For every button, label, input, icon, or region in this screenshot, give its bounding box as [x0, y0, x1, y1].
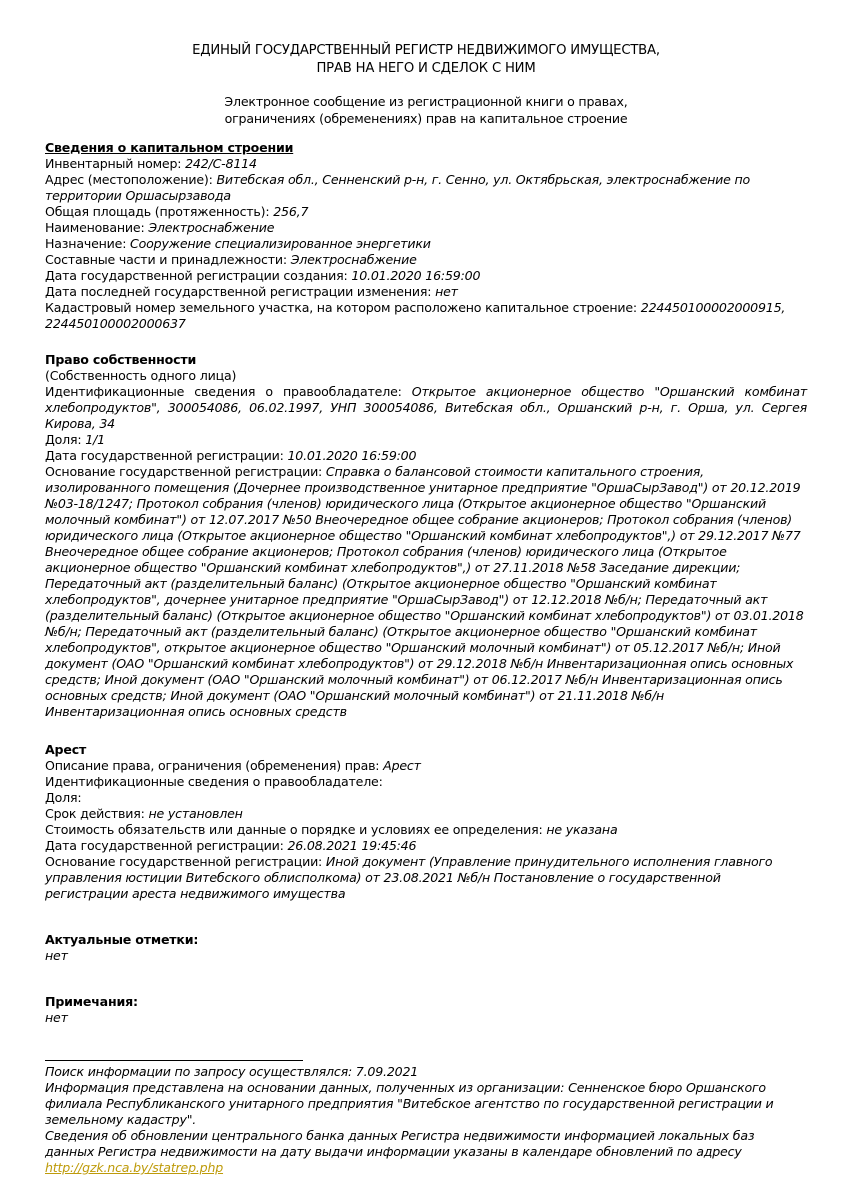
field-value: 224450100002000915, 224450100002000637 — [45, 300, 786, 331]
field-label: Назначение: — [45, 236, 127, 251]
field-value: Электроснабжение — [290, 252, 417, 267]
section-heading-arrest: Арест — [45, 742, 87, 757]
section-heading-current-marks: Актуальные отметки: — [45, 932, 199, 947]
field-line-purpose — [45, 236, 807, 252]
field-line-change-date — [45, 284, 807, 300]
field-line-total-area — [45, 204, 807, 220]
section-arrest — [45, 742, 807, 902]
field-value: нет — [435, 284, 458, 299]
field-value: Иной документ (Управление принудительного исполнения главного управления юстиции Витебского облисполкома) от 23.08.2021 №б/н Постановление о государственной регистрации ареста недвижимого имущества — [45, 854, 773, 901]
field-line-address — [45, 172, 807, 204]
field-value: 26.08.2021 19:45:46 — [287, 838, 417, 853]
current-marks-value: нет — [45, 948, 68, 963]
field-line-components — [45, 252, 807, 268]
ownership-subheading: (Собственность одного лица) — [45, 368, 237, 383]
field-line-registration-date — [45, 838, 807, 854]
field-value: Витебская обл., Сенненский р-н, г. Сенно, ул. Октябрьская, электроснабжение по территории Оршасырзавода — [45, 172, 751, 203]
field-line-validity-period — [45, 806, 807, 822]
field-label: Инвентарный номер: — [45, 156, 182, 171]
notes-value: нет — [45, 1010, 68, 1025]
field-label: Адрес (местоположение): — [45, 172, 213, 187]
field-value: Арест — [383, 758, 421, 773]
field-line-share — [45, 432, 807, 448]
field-label: Наименование: — [45, 220, 145, 235]
section-building-info — [45, 140, 807, 332]
section-current-marks — [45, 932, 807, 964]
field-line-registration-basis — [45, 854, 807, 902]
field-value: не установлен — [148, 806, 243, 821]
field-label: Основание государственной регистрации: — [45, 464, 323, 479]
section-heading-ownership: Право собственности — [45, 352, 197, 367]
document-subtitle — [45, 93, 807, 127]
document-title — [45, 42, 807, 78]
footer-search-date: Поиск информации по запросу осуществлялся: 7.09.2021 — [45, 1064, 419, 1079]
field-value: Электроснабжение — [148, 220, 275, 235]
field-label: Кадастровый номер земельного участка, на котором расположено капитальное строение: — [45, 300, 637, 315]
field-label: Дата государственной регистрации создания: — [45, 268, 348, 283]
section-notes — [45, 994, 807, 1026]
field-line-cadastral-number — [45, 300, 807, 332]
divider-line — [45, 1060, 303, 1061]
field-value: 242/С-8114 — [185, 156, 257, 171]
field-value: 10.01.2020 16:59:00 — [287, 448, 417, 463]
field-label: Идентификационные сведения о правообладателе: — [45, 384, 402, 399]
field-line-registration-basis — [45, 464, 807, 720]
section-ownership — [45, 352, 807, 720]
field-line-obligation-value — [45, 822, 807, 838]
field-label: Стоимость обязательств или данные о порядке и условиях ее определения: — [45, 822, 543, 837]
field-value: 1/1 — [85, 432, 105, 447]
field-label: Дата государственной регистрации: — [45, 448, 284, 463]
field-label: Составные части и принадлежности: — [45, 252, 287, 267]
field-label: Срок действия: — [45, 806, 145, 821]
document-footer — [45, 1060, 807, 1176]
section-heading-notes: Примечания: — [45, 994, 138, 1009]
document-subtitle-line2: ограничениях (обременениях) прав на капитальное строение — [224, 111, 628, 126]
field-line-name — [45, 220, 807, 236]
field-label: Дата государственной регистрации: — [45, 838, 284, 853]
field-label: Основание государственной регистрации: — [45, 854, 323, 869]
document-title-line1: ЕДИНЫЙ ГОСУДАРСТВЕННЫЙ РЕГИСТР НЕДВИЖИМОГО ИМУЩЕСТВА, — [192, 43, 660, 58]
field-label: Доля: — [45, 790, 82, 805]
field-label: Описание права, ограничения (обременения) прав: — [45, 758, 380, 773]
footer-source-info: Информация представлена на основании данных, полученных из организации: Сенненское бюро Оршанского филиала Республиканского унитарного предприятия "Витебское агентство по государственной регистрации и земельному кадастру". — [45, 1080, 774, 1127]
field-value: 10.01.2020 16:59:00 — [351, 268, 481, 283]
field-value: Открытое акционерное общество "Оршанский комбинат хлебопродуктов", 300054086, 06.02.1997, УНП 300054086, Витебская обл., Оршанский р-н, г. Орша, ул. Сергея Кирова, 34 — [45, 384, 807, 431]
field-value: Справка о балансовой стоимости капитального строения, изолированного помещения (Дочернее производственное унитарное предприятие "ОршаСырЗавод") от 20.12.2019 №03-18/1247; Протокол собрания (членов) юридического лица (Открытое акционерное общество "Оршанский молочный комбинат") от 12.07.2017 №50 Внеочередное общее собрание акционеров; Протокол собрания (членов) юридического лица (Открытое акционерное общество "Оршанский комбинат хлебопродуктов",) от 29.12.2017 №77 Внеочередное общее собрание акционеров; Протокол собрания (членов) юридического лица (Открытое акционерное общество "Оршанский комбинат хлебопродуктов",) от 27.11.2018 №58 Заседание дирекции; Передаточный акт (разделительный баланс) (Открытое акционерное общество "Оршанский комбинат хлебопродуктов", дочернее унитарное предприятие "ОршаСырЗавод") от 12.12.2018 №б/н; Передаточный акт (разделительный баланс) (Открытое акционерное общество "Оршанский комбинат хлебопродуктов") от 03.01.2018 №б/н; Передаточный акт (разделительный баланс) (Открытое акционерное общество "Оршанский комбинат хлебопродуктов", открытое акционерное общество "Оршанский молочный комбинат") от 05.12.2017 №б/н; Иной документ (ОАО "Оршанский комбинат хлебопродуктов") от 29.12.2018 №б/н Инвентаризационная опись основных средств; Иной документ (ОАО "Оршанский молочный комбинат") от 06.12.2017 №б/н Инвентаризационная опись основных средств; Иной документ (ОАО "Оршанский молочный комбинат") от 21.11.2018 №б/н Инвентаризационная опись основных средств — [45, 464, 804, 719]
field-line-rightholder — [45, 384, 807, 432]
document-subtitle-line1: Электронное сообщение из регистрационной книги о правах, — [224, 94, 628, 109]
field-line-inventory-number — [45, 156, 807, 172]
field-line-rightholder-info — [45, 774, 807, 790]
footer-link[interactable]: http://gzk.nca.by/statrep.php — [45, 1160, 224, 1175]
document-title-line2: ПРАВ НА НЕГО И СДЕЛОК С НИМ — [316, 61, 536, 76]
field-value: не указана — [546, 822, 618, 837]
field-value: Сооружение специализированное энергетики — [130, 236, 431, 251]
field-label: Идентификационные сведения о правообладателе: — [45, 774, 383, 789]
field-value: 256,7 — [273, 204, 309, 219]
field-line-share — [45, 790, 807, 806]
footer-update-info: Сведения об обновлении центрального банка данных Регистра недвижимости информацией локальных баз данных Регистра недвижимости на дату выдачи информации указаны в календаре обновлений по адресу — [45, 1128, 755, 1159]
field-line-registration-date — [45, 448, 807, 464]
field-line-right-description — [45, 758, 807, 774]
field-line-creation-date — [45, 268, 807, 284]
field-label: Дата последней государственной регистрации изменения: — [45, 284, 432, 299]
field-label: Общая площадь (протяженность): — [45, 204, 270, 219]
field-label: Доля: — [45, 432, 82, 447]
section-heading-building: Сведения о капитальном строении — [45, 140, 294, 155]
